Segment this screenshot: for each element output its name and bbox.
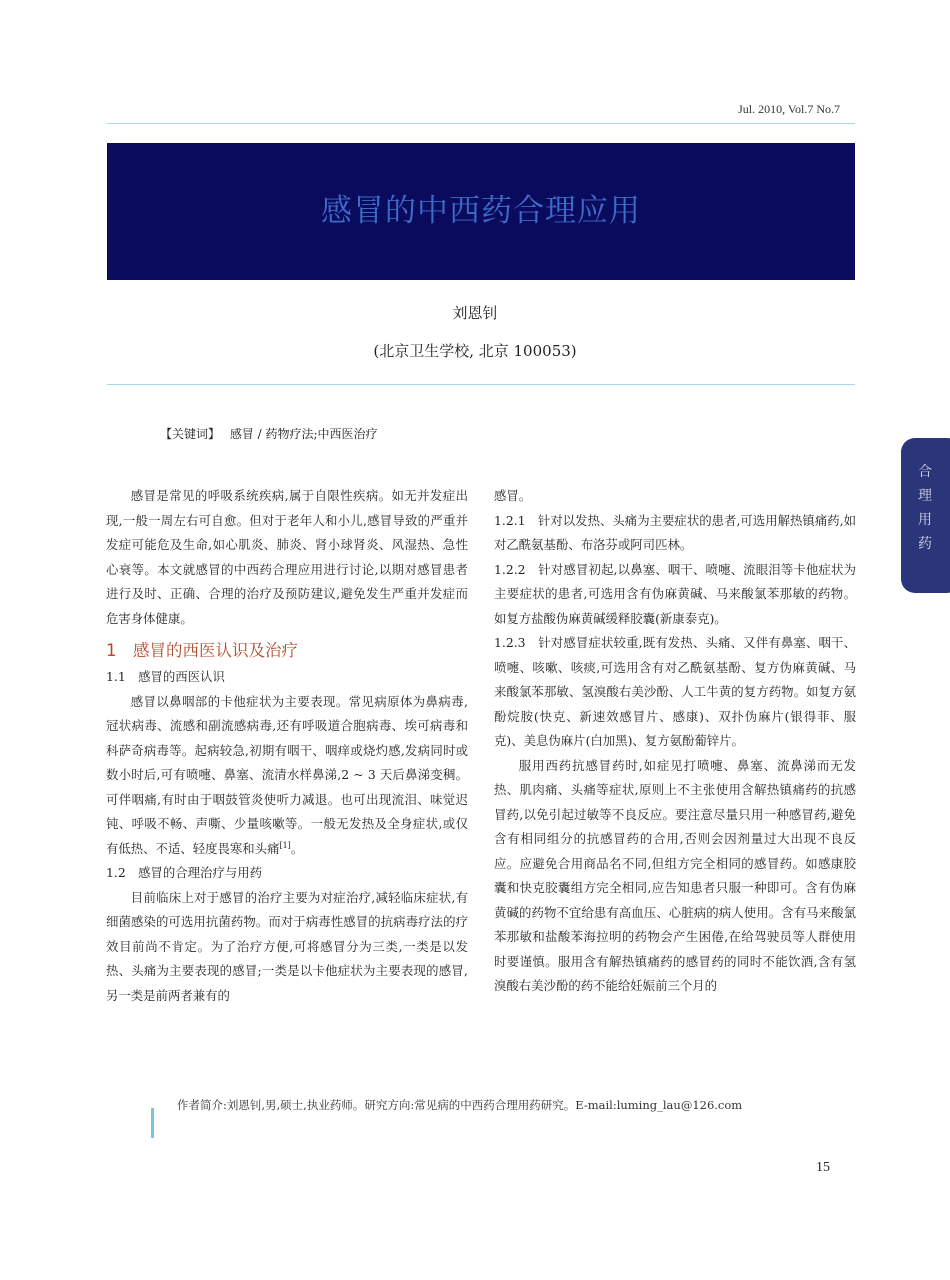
author-name: 刘恩钊 [452,304,498,322]
item-1-2-3: 1.2.3 针对感冒症状较重,既有发热、头痛、又伴有鼻塞、咽干、喷嚏、咳嗽、咳痰,可选用含有对乙酰氨基酚、复方伪麻黄碱、马来酸氯苯那敏、氢溴酸右美沙酚、人工牛黄的复方药物。如复方氨酚烷胺(快克、新速效感冒片、感康)、双扑伪麻片(银得菲、服克)、美息伪麻片(白加黑)、复方氨酚葡锌片。 [494,635,856,748]
continued-text: 感冒。 [494,488,532,503]
keywords-label: 【关键词】 [160,427,221,441]
side-tab-label: 合理用药 [918,464,932,552]
header-rule [107,123,855,124]
keywords-value: 感冒 / 药物疗法;中西医治疗 [229,427,378,441]
intro-paragraph: 感冒是常见的呼吸系统疾病,属于自限性疾病。如无并发症出现,一般一周左右可自愈。但对于老年人和小儿,感冒导致的严重并发症可能危及生命,如心肌炎、肺炎、肾小球肾炎、风湿热、急性心衰等。本文就感冒的中西药合理应用进行讨论,以期对感冒患者进行及时、正确、合理的治疗及预防建议,避免发生严重并发症而危害身体健康。 [106,488,468,626]
section-1-heading: 1 感冒的西医认识及治疗 [106,641,298,660]
subsection-1-2-heading: 1.2 感冒的合理治疗与用药 [106,865,263,880]
journal-issue-info: Jul. 2010, Vol.7 No.7 [738,102,840,116]
keywords [160,425,384,442]
item-1-2-2: 1.2.2 针对感冒初起,以鼻塞、咽干、喷嚏、流眼泪等卡他症状为主要症状的患者,可选用含有伪麻黄碱、马来酸氯苯那敏的药物。如复方盐酸伪麻黄碱缓释胶囊(新康泰克)。 [494,561,856,626]
subsection-1-2-paragraph: 目前临床上对于感冒的治疗主要为对症治疗,减轻临床症状,有细菌感染的可选用抗菌药物。而对于病毒性感冒的抗病毒疗法的疗效目前尚不肯定。为了治疗方便,可将感冒分为三类,一类是以发热、头痛为主要表现的感冒;一类是以卡他症状为主要表现的感冒,另一类是前两者兼有的 [106,889,468,1003]
affiliation-rule [107,384,855,385]
page-number: 15 [816,1160,830,1175]
item-1-2-1: 1.2.1 针对以发热、头痛为主要症状的患者,可选用解热镇痛药,如对乙酰氨基酚、布洛芬或阿司匹林。 [494,512,856,552]
reference-marker: [1] [279,840,291,850]
subsection-1-1-heading: 1.1 感冒的西医认识 [106,669,225,684]
subsection-1-1-end: 。 [290,840,304,856]
left-column [106,484,468,1008]
footnote-accent-bar [151,1108,154,1138]
subsection-1-1-text: 感冒以鼻咽部的卡他症状为主要表现。常见病原体为鼻病毒,冠状病毒、流感和副流感病毒,还有呼吸道合胞病毒、埃可病毒和科萨奇病毒等。起病较急,初期有咽干、咽痒或烧灼感,发病同时或数小时后,可有喷嚏、鼻塞、流清水样鼻涕,2 ~ 3 天后鼻涕变稠。可伴咽痛,有时由于咽鼓管炎使听力减退。也可出现流泪、味觉迟钝、呼吸不畅、声嘶、少量咳嗽等。一般无发热及全身症状,或仅有低热、不适、轻度畏寒和头痛 [106,693,468,856]
subsection-1-1-paragraph [106,690,468,862]
right-column [494,484,856,999]
article-title: 感冒的中西药合理应用 [321,193,641,229]
title-banner [107,143,855,280]
author-affiliation: (北京卫生学校, 北京 100053) [373,342,577,360]
usage-paragraph: 服用西药抗感冒药时,如症见打喷嚏、鼻塞、流鼻涕而无发热、肌肉痛、头痛等症状,原则上不主张使用含解热镇痛药的抗感冒药,以免引起过敏等不良反应。要注意尽量只用一种感冒药,避免含有相同组分的抗感冒药的合用,否则会因剂量过大出现不良反应。应避免合用商品名不同,但组方完全相同的感冒药。如感康胶囊和快克胶囊组方完全相同,应告知患者只服一种即可。含有伪麻黄碱的药物不宜给患有高血压、心脏病的病人使用。含有马来酸氯苯那敏和盐酸苯海拉明的药物会产生困倦,在给驾驶员等人群使用时要谨慎。服用含有解热镇痛药的感冒药的同时不能饮酒,含有氢溴酸右美沙酚的药不能给妊娠前三个月的 [494,757,856,993]
author-footnote: 作者简介:刘恩钊,男,硕士,执业药师。研究方向:常见病的中西药合理用药研究。E-mail:luming_lau@126.com [177,1098,743,1112]
section-side-tab [901,438,950,593]
